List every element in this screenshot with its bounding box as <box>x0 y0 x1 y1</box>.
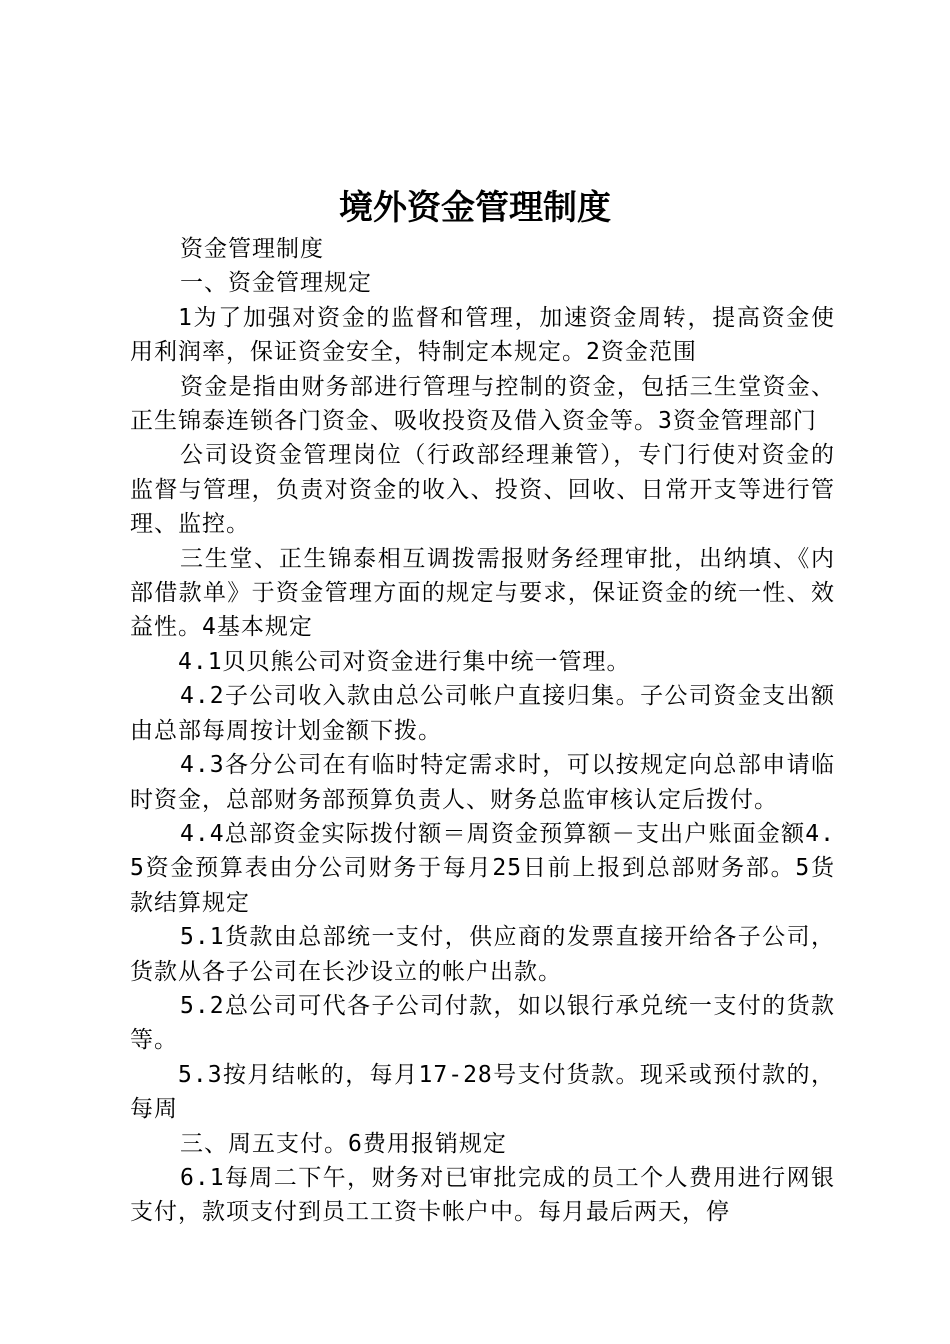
paragraph: 三生堂、正生锦泰相互调拨需报财务经理审批，出纳填、《内部借款单》于资金管理方面的规定与要求，保证资金的统一性、效益性。4基本规定 <box>130 545 835 641</box>
paragraph: 4.2子公司收入款由总公司帐户直接归集。子公司资金支出额由总部每周按计划金额下拨。 <box>130 683 835 744</box>
paragraph: 公司设资金管理岗位（行政部经理兼管），专门行使对资金的监督与管理，负责对资金的收入、投资、回收、日常开支等进行管理、监控。 <box>130 442 835 538</box>
paragraph: 1为了加强对资金的监督和管理，加速资金周转，提高资金使用利润率，保证资金安全，特制定本规定。2资金范围 <box>130 304 835 366</box>
paragraph: 资金是指由财务部进行管理与控制的资金，包括三生堂资金、正生锦泰连锁各门资金、吸收投资及借入资金等。3资金管理部门 <box>130 373 835 435</box>
paragraph: 5.2总公司可代各子公司付款，如以银行承兑统一支付的货款等。 <box>130 992 835 1054</box>
paragraph: 4.1贝贝熊公司对资金进行集中统一管理。 <box>178 648 631 675</box>
paragraph: 5.1货款由总部统一支付，供应商的发票直接开给各子公司，货款从各子公司在长沙设立的帐户出款。 <box>130 924 835 985</box>
paragraph: 一、资金管理规定 <box>180 270 372 297</box>
paragraph: 三、周五支付。6费用报销规定 <box>180 1130 507 1157</box>
paragraph: 5.3按月结帐的，每月17-28号支付货款。现采或预付款的，每周 <box>130 1061 835 1123</box>
document-title: 境外资金管理制度 <box>339 188 611 228</box>
paragraph: 4.4总部资金实际拨付额＝周资金预算额－支出户账面金额4.5资金预算表由分公司财务于每月25日前上报到总部财务部。5货款结算规定 <box>130 820 835 916</box>
paragraph: 6.1每周二下午，财务对已审批完成的员工个人费用进行网银支付，款项支付到员工工资卡帐户中。每月最后两天，停 <box>130 1164 835 1226</box>
document-body <box>130 232 835 1230</box>
paragraph: 4.3各分公司在有临时特定需求时，可以按规定向总部申请临时资金，总部财务部预算负责人、财务总监审核认定后拨付。 <box>130 752 835 813</box>
paragraph: 资金管理制度 <box>180 236 324 262</box>
